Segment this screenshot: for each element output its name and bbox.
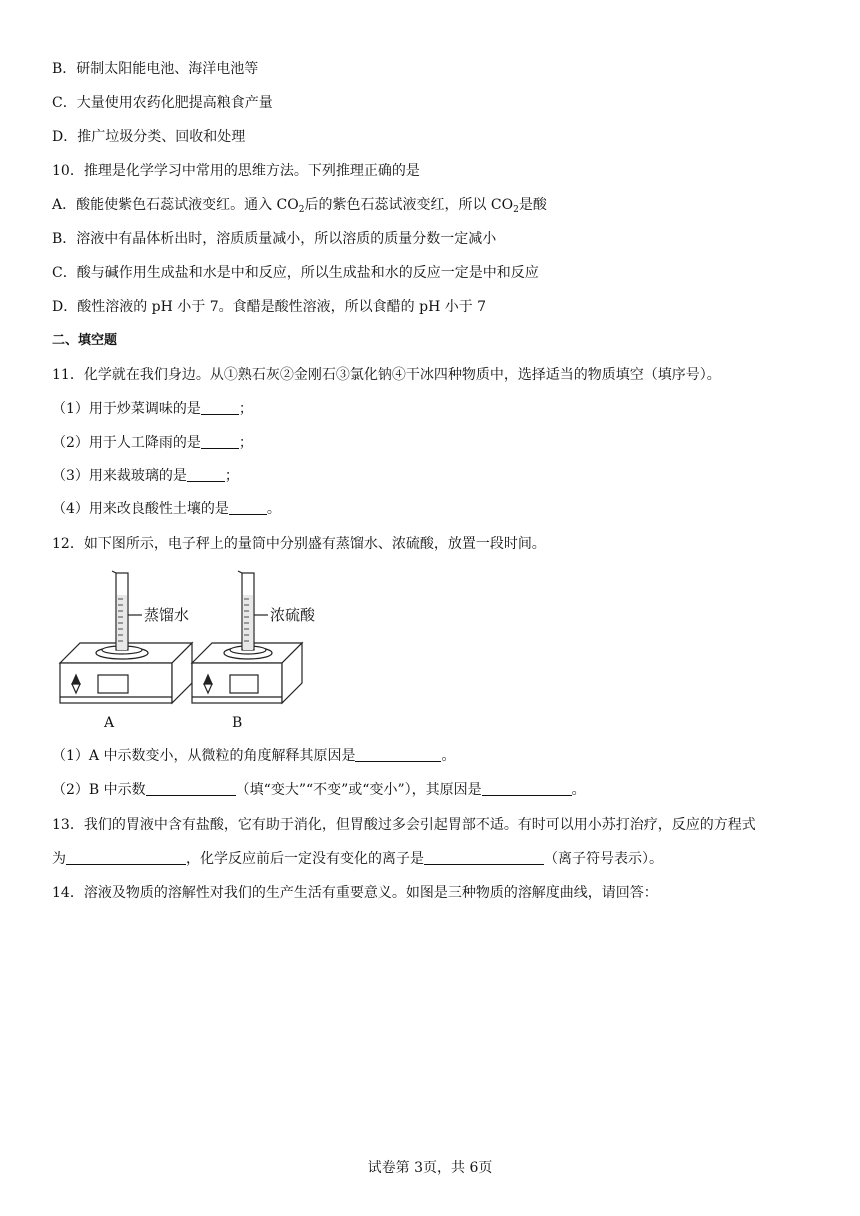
q12-part-2 xyxy=(52,780,586,800)
label-a-liquid: 蒸馏水 xyxy=(144,606,190,624)
q11-p1-text: （1）用于炒菜调味的是 xyxy=(52,401,201,417)
q12-stem: 12．如下图所示，电子秤上的量筒中分别盛有蒸馏水、浓硫酸，放置一段时间。 xyxy=(52,536,546,552)
q13-blank-1 xyxy=(66,849,186,865)
q12-p2-text-a: （2）B 中示数 xyxy=(52,782,146,798)
q11-p2-text: （2）用于人工降雨的是 xyxy=(52,435,201,451)
q11-p4-text: （4）用来改良酸性土壤的是 xyxy=(52,501,229,517)
q11-part-3 xyxy=(52,466,239,486)
q13-l2-text-b: ，化学反应前后一定没有变化的离子是 xyxy=(186,851,424,867)
q11-part-1 xyxy=(52,399,253,419)
q12-p2-blank-1 xyxy=(146,780,236,796)
q12-part-1 xyxy=(52,746,455,766)
label-b-liquid: 浓硫酸 xyxy=(270,606,316,624)
scales-illustration xyxy=(52,565,352,735)
q9-option-b: B．研制太阳能电池、海洋电池等 xyxy=(52,61,259,77)
q12-p1-blank xyxy=(355,746,441,762)
q10-option-b: B．溶液中有晶体析出时，溶质质量减小，所以溶质的质量分数一定减小 xyxy=(52,231,497,247)
scale-a xyxy=(60,571,192,703)
q13-line-2 xyxy=(52,849,663,869)
q11-p3-blank xyxy=(187,466,225,482)
q9-option-d: D．推广垃圾分类、回收和处理 xyxy=(52,129,246,145)
q11-stem: 11．化学就在我们身边。从①熟石灰②金刚石③氯化钠④干冰四种物质中，选择适当的物质填空（填序号）。 xyxy=(52,367,721,383)
q11-part-4 xyxy=(52,499,281,519)
q12-p1-text: （1）A 中示数变小，从微粒的角度解释其原因是 xyxy=(52,748,356,764)
q12-p1-end: 。 xyxy=(441,748,456,764)
q11-p4-blank xyxy=(229,499,267,515)
q10-stem: 10．推理是化学学习中常用的思维方法。下列推理正确的是 xyxy=(52,163,420,179)
q13-blank-2 xyxy=(424,849,544,865)
q11-p3-text: （3）用来裁玻璃的是 xyxy=(52,468,187,484)
q11-part-2 xyxy=(52,433,253,453)
q12-p2-text-b: （填“变大”“不变”或“变小”），其原因是 xyxy=(235,782,482,798)
q12-p2-blank-2 xyxy=(482,780,572,796)
q10-option-a xyxy=(52,195,547,215)
q11-p2-blank xyxy=(201,433,239,449)
page-footer: 试卷第 3页，共 6页 xyxy=(367,1160,493,1176)
q11-p3-end: ； xyxy=(224,468,239,484)
q10-option-d: D．酸性溶液的 pH 小于 7。食醋是酸性溶液，所以食醋的 pH 小于 7 xyxy=(52,299,487,315)
q11-p1-end: ； xyxy=(238,401,253,417)
q10-a-text-2: 后的紫色石蕊试液变红，所以 CO xyxy=(304,197,514,213)
q14-stem: 14．溶液及物质的溶解性对我们的生产生活有重要意义。如图是三种物质的溶解度曲线，请回答： xyxy=(52,885,658,901)
q10-a-sub-1: 2 xyxy=(298,205,305,215)
label-b: B xyxy=(232,715,243,731)
q11-p1-blank xyxy=(201,399,239,415)
q10-a-text-3: 是酸 xyxy=(518,197,547,213)
q12-p2-end: 。 xyxy=(571,782,586,798)
q13-l2-text-c: （离子符号表示）。 xyxy=(544,851,663,867)
scale-b xyxy=(192,571,302,703)
q11-p2-end: ； xyxy=(238,435,253,451)
q9-option-c: C．大量使用农药化肥提高粮食产量 xyxy=(52,95,273,111)
label-a: A xyxy=(104,715,115,731)
q10-a-text-1: A．酸能使紫色石蕊试液变红。通入 CO xyxy=(52,197,299,213)
q13-l2-text-a: 为 xyxy=(52,851,66,867)
section-title: 二、填空题 xyxy=(52,333,118,348)
q12-figure-scales xyxy=(52,565,352,735)
q10-a-sub-2: 2 xyxy=(513,205,519,215)
q10-option-c: C．酸与碱作用生成盐和水是中和反应，所以生成盐和水的反应一定是中和反应 xyxy=(52,265,539,281)
q13-line-1: 13．我们的胃液中含有盐酸，它有助于消化，但胃酸过多会引起胃部不适。有时可以用小苏打治疗，反应的方程式 xyxy=(52,817,756,833)
q11-p4-end: 。 xyxy=(266,501,281,517)
